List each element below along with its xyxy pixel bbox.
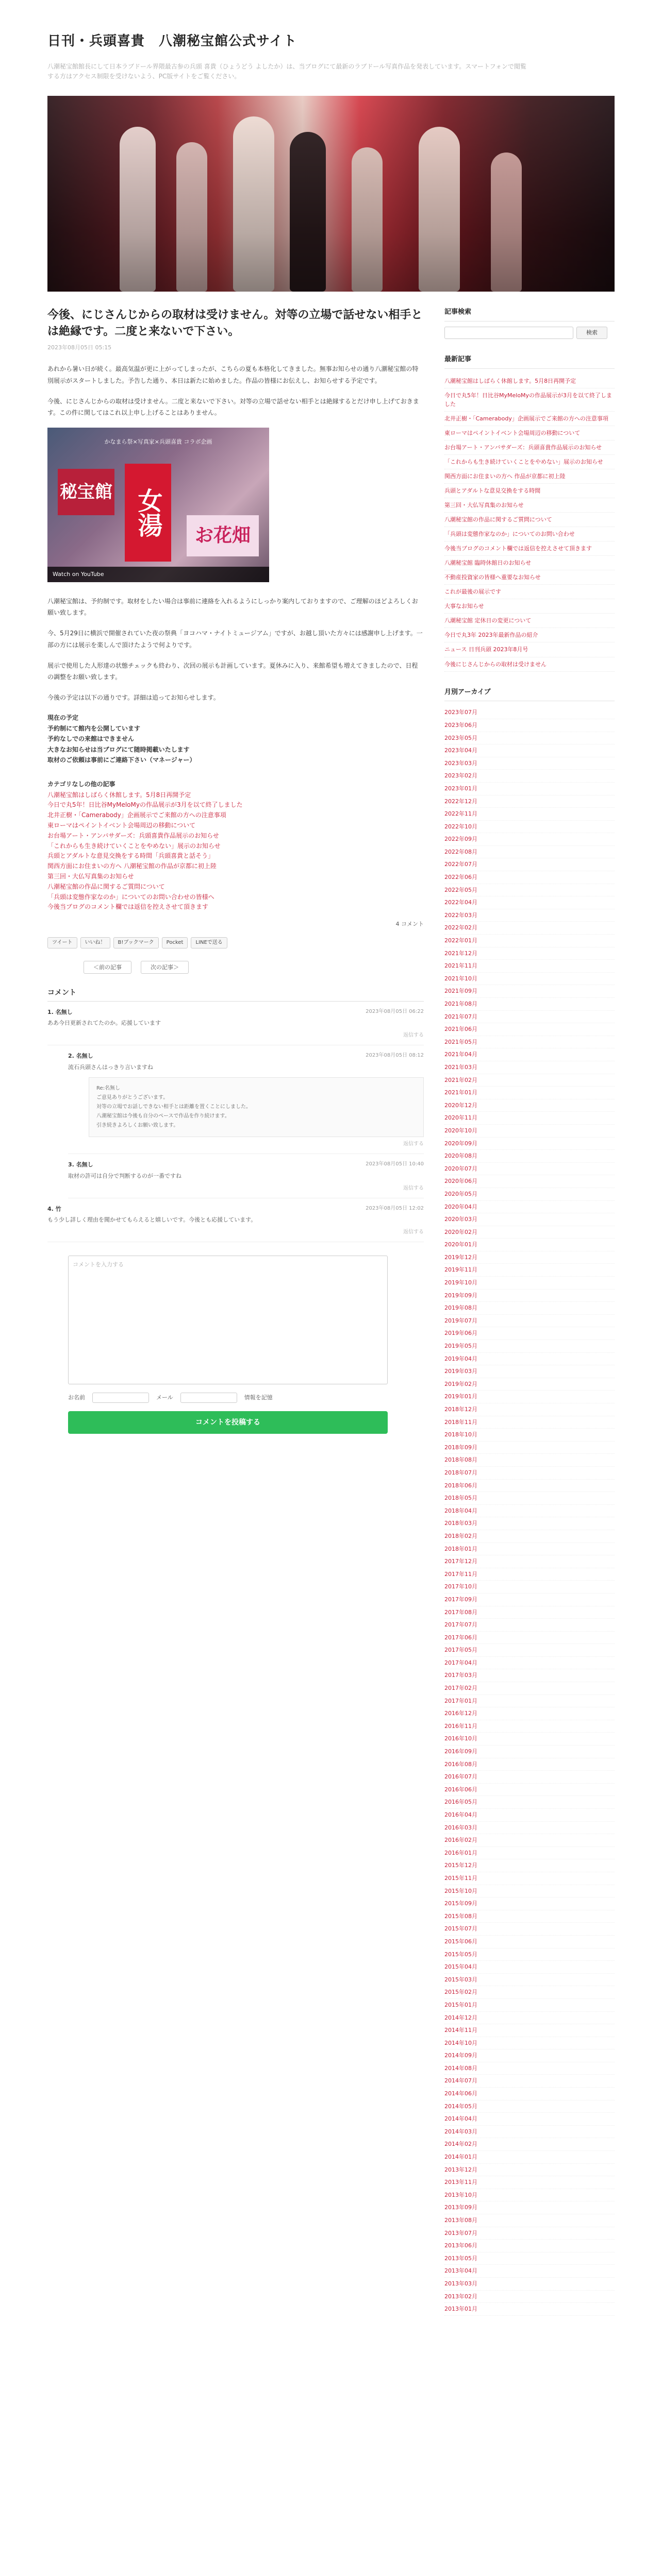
related-link[interactable]: 関西方面にお住まいの方へ 八潮秘宝館の作品が京都に初上陸	[47, 862, 217, 870]
archive-link[interactable]: 2015年08月	[444, 1910, 615, 1923]
next-post-button[interactable]: 次の記事＞	[141, 961, 189, 974]
archive-link[interactable]: 2014年06月	[444, 2088, 615, 2100]
archive-link[interactable]: 2013年03月	[444, 2278, 615, 2291]
comment-date: 2023年08月05日 06:22	[366, 1008, 424, 1014]
archive-link[interactable]: 2019年03月	[444, 1365, 615, 1378]
remember-checkbox[interactable]: 情報を記憶	[244, 1394, 273, 1401]
comment-date: 2023年08月05日 10:40	[366, 1161, 424, 1167]
archive-link[interactable]: 2017年07月	[444, 1619, 615, 1632]
comment-author: 2. 名無し	[68, 1052, 93, 1059]
archive-link[interactable]: 2023年07月	[444, 706, 615, 719]
comment-text: もう少し詳しく理由を聞かせてもらえると嬉しいです。今後とも応援しています。	[47, 1216, 257, 1224]
archive-link[interactable]: 2015年07月	[444, 1923, 615, 1936]
archive-link[interactable]: 2019年10月	[444, 1277, 615, 1290]
archive-link[interactable]: 2022年06月	[444, 871, 615, 884]
archive-link[interactable]: 2022年10月	[444, 821, 615, 834]
main-content	[47, 307, 424, 2331]
submit-comment-button[interactable]: コメントを投稿する	[68, 1411, 388, 1434]
comment-author: 3. 名無し	[68, 1161, 93, 1168]
comment-text: 取材の許可は自分で判断するのが一番ですね	[68, 1172, 181, 1179]
archive-link[interactable]: 2022年03月	[444, 909, 615, 922]
schedule-list	[47, 713, 424, 765]
reply-button[interactable]: 返信する	[403, 1229, 424, 1235]
archive-link[interactable]: 2014年04月	[444, 2113, 615, 2126]
archive-link[interactable]: 2022年11月	[444, 808, 615, 821]
prev-post-button[interactable]: ＜前の記事	[84, 961, 131, 974]
archive-link[interactable]: 2019年05月	[444, 1340, 615, 1353]
name-input[interactable]	[92, 1393, 149, 1403]
site-header	[47, 0, 615, 89]
archive-link[interactable]: 2013年07月	[444, 2227, 615, 2240]
schedule-heading: 現在の予定	[47, 714, 79, 722]
schedule-item: 予約制にて館内を公開しています	[47, 724, 141, 732]
archive-link[interactable]: 2014年01月	[444, 2151, 615, 2164]
comment-item	[47, 1002, 424, 1045]
header-image[interactable]	[47, 96, 615, 292]
archive-link[interactable]: 2014年11月	[444, 2024, 615, 2037]
archive-link[interactable]: 2020年06月	[444, 1175, 615, 1188]
archive-link[interactable]: 2017年10月	[444, 1581, 615, 1594]
recent-heading: 最新記事	[444, 354, 615, 369]
search-heading: 記事検索	[444, 307, 615, 321]
archive-link[interactable]: 2021年07月	[444, 1011, 615, 1024]
comment-date: 2023年08月05日 12:02	[366, 1205, 424, 1211]
archive-link[interactable]: 2018年02月	[444, 1530, 615, 1543]
recent-post-link[interactable]: 北井正樹・「Camerabody」企画展示でご来館の方への注意事項	[444, 412, 615, 426]
recent-post-link[interactable]: 八潮秘宝館 定休日の変更について	[444, 614, 615, 628]
recent-post-link[interactable]: 今日で丸5年！日比谷MyMeloMyの作品展示が3月を以て終了しました	[444, 388, 615, 412]
bookmark-button[interactable]: B!ブックマーク	[113, 937, 159, 948]
archive-link[interactable]: 2019年06月	[444, 1327, 615, 1340]
archive-link[interactable]: 2016年03月	[444, 1822, 615, 1835]
youtube-watch-link[interactable]: Watch on YouTube	[47, 567, 269, 582]
archive-link[interactable]: 2023年06月	[444, 719, 615, 732]
recent-post-link[interactable]: 八潮秘宝館はしばらく休館します。5月8日再開予定	[444, 374, 615, 388]
archive-link[interactable]: 2020年07月	[444, 1163, 615, 1176]
archive-heading: 月別アーカイブ	[444, 687, 615, 702]
post-paragraph: 今、5月29日に横浜で開催されていた夜の祭典「ヨコハマ・ナイトミュージアム」ですが、お越し頂いた方々には感謝申し上げます。一部の方には展示を楽しんで頂けたようで何よりです。	[47, 630, 423, 649]
related-link[interactable]: 東ローマはペイントイベント会場周辺の移動について	[47, 821, 196, 829]
archive-link[interactable]: 2020年11月	[444, 1112, 615, 1125]
tweet-button[interactable]: ツイート	[47, 937, 77, 948]
pocket-button[interactable]: Pocket	[162, 937, 188, 948]
archive-link[interactable]: 2019年04月	[444, 1353, 615, 1366]
archive-link[interactable]: 2018年09月	[444, 1442, 615, 1454]
archive-link[interactable]: 2018年01月	[444, 1543, 615, 1556]
post-title[interactable]: 今後、にじさんじからの取材は受けません。対等の立場で話せない相手とは絶縁です。二度と来ないで下さい。	[47, 308, 423, 338]
comments-heading: コメント	[47, 987, 424, 1001]
archive-link[interactable]: 2018年06月	[444, 1480, 615, 1493]
archive-link[interactable]: 2022年01月	[444, 935, 615, 947]
archive-link[interactable]: 2020年10月	[444, 1125, 615, 1138]
reply-quote-line: ご意見ありがとうございます。	[96, 1095, 169, 1101]
archive-link[interactable]: 2022年08月	[444, 846, 615, 859]
search-input[interactable]	[444, 327, 573, 339]
archive-link[interactable]: 2020年08月	[444, 1150, 615, 1163]
archive-link[interactable]: 2016年05月	[444, 1796, 615, 1809]
archive-link[interactable]: 2016年08月	[444, 1758, 615, 1771]
archive-link[interactable]: 2021年01月	[444, 1087, 615, 1099]
archive-link[interactable]: 2020年03月	[444, 1213, 615, 1226]
archive-link[interactable]: 2017年06月	[444, 1632, 615, 1645]
archive-link[interactable]: 2016年12月	[444, 1707, 615, 1720]
video-banner-center: 女湯	[125, 464, 171, 562]
video-embed[interactable]	[47, 428, 269, 582]
archive-link[interactable]: 2016年10月	[444, 1733, 615, 1745]
archive-link[interactable]: 2018年10月	[444, 1429, 615, 1442]
schedule-item: 取材のご依頼は事前にご連絡下さい（マネージャー）	[47, 756, 196, 764]
archive-link[interactable]: 2023年02月	[444, 770, 615, 783]
comment-date: 2023年08月05日 08:12	[366, 1052, 424, 1058]
related-articles	[47, 778, 424, 912]
site-description: 八潮秘宝館館長にして日本ラブドール界隈最古参の兵頭 喜貴（ひょうどう よしたか）は、当ブログにて最新のラブドール写真作品を発表しています。スマートフォンで閲覧する方はアクセス制限を受けないよう、PC版サイトをご覧ください。	[47, 62, 526, 80]
archive-link[interactable]: 2013年11月	[444, 2176, 615, 2189]
reply-button[interactable]: 返信する	[403, 1185, 424, 1191]
search-widget	[444, 307, 615, 339]
related-link[interactable]: 八潮秘宝館の作品に関するご質問について	[47, 883, 165, 890]
comment-author: 4. 竹	[47, 1205, 61, 1212]
archive-link[interactable]: 2019年07月	[444, 1315, 615, 1328]
reply-quote	[89, 1077, 424, 1137]
archive-link[interactable]: 2018年08月	[444, 1454, 615, 1467]
archive-link[interactable]: 2022年04月	[444, 896, 615, 909]
schedule-item: 大きなお知らせは当ブログにて随時掲載いたします	[47, 745, 190, 753]
archive-link[interactable]: 2013年10月	[444, 2189, 615, 2202]
archive-link[interactable]: 2018年07月	[444, 1467, 615, 1480]
post-paragraph: あれから暑い日が続く。最高気温が更に上がってしまったが、こちらの夏も本格化してきました。無事お知らせの通り八潮秘宝館の特別展示がスタートしました。予告した通り、本日は新たに始めました。作品の皆様にお伝えし、お知らせする予定です。	[47, 365, 419, 384]
mail-input[interactable]	[180, 1393, 237, 1403]
recent-post-link[interactable]: 東ローマはペイントイベント会場周辺の移動について	[444, 426, 615, 440]
recent-post-link[interactable]: 「これからも生き続けていくことをやめない」展示のお知らせ	[444, 455, 615, 469]
archive-link[interactable]: 2020年05月	[444, 1188, 615, 1201]
archive-link[interactable]: 2014年12月	[444, 2012, 615, 2025]
archive-link[interactable]: 2021年06月	[444, 1023, 615, 1036]
archive-link[interactable]: 2015年10月	[444, 1885, 615, 1898]
archive-link[interactable]: 2021年10月	[444, 973, 615, 986]
related-link[interactable]: 第三回・大仏写真集のお知らせ	[47, 872, 134, 880]
archive-link[interactable]: 2017年05月	[444, 1644, 615, 1657]
reply-quote-line: 八潮秘宝館は今後も自分のペースで作品を作り続けます。	[96, 1113, 230, 1120]
related-link[interactable]: 今後当ブログのコメント欄では返信を控えさせて頂きます	[47, 903, 209, 911]
recent-post-link[interactable]: これが最後の展示です	[444, 585, 615, 599]
post-paragraph: 今後、にじさんじからの取材は受けません。二度と来ないで下さい。対等の立場で話せない相手とは絶縁するとだけ申し上げておきます。この件に関してはこれ以上申し上げることはありません。	[47, 397, 419, 416]
video-banner-left: 秘宝館	[58, 469, 114, 515]
reply-quote-line: 対等の立場でお話しできない相手とは距離を置くことにしました。	[96, 1104, 251, 1110]
archive-link[interactable]: 2023年03月	[444, 757, 615, 770]
archive-link[interactable]: 2019年02月	[444, 1378, 615, 1391]
archive-link[interactable]: 2022年12月	[444, 795, 615, 808]
archive-link[interactable]: 2022年05月	[444, 884, 615, 897]
schedule-item: 予約なしでの来館はできません	[47, 735, 135, 743]
recent-posts-widget	[444, 354, 615, 672]
archive-link[interactable]: 2018年04月	[444, 1505, 615, 1518]
comment-textarea[interactable]: コメントを入力する	[68, 1256, 388, 1384]
archive-link[interactable]: 2015年05月	[444, 1948, 615, 1961]
archive-link[interactable]: 2015年02月	[444, 1986, 615, 1999]
archive-link[interactable]: 2013年06月	[444, 2240, 615, 2252]
recent-post-link[interactable]: 関西方面にお住まいの方へ 作品が京都に初上陸	[444, 469, 615, 484]
comment-item	[68, 1045, 424, 1154]
archive-link[interactable]: 2015年04月	[444, 1961, 615, 1974]
related-heading: カテゴリなしの他の記事	[47, 781, 115, 788]
archive-link[interactable]: 2015年11月	[444, 1872, 615, 1885]
archive-link[interactable]: 2017年12月	[444, 1555, 615, 1568]
recent-post-link[interactable]: 兵頭とアダルトな意見交換をする時間	[444, 484, 615, 498]
comment-author: 1. 名無し	[47, 1008, 73, 1015]
archive-link[interactable]: 2023年04月	[444, 744, 615, 757]
comment-item	[47, 1198, 424, 1242]
related-link[interactable]: 今日で丸5年！日比谷MyMeloMyの作品展示が3月を以て終了しました	[47, 801, 243, 809]
archive-link[interactable]: 2022年09月	[444, 833, 615, 846]
video-banner-right: お花畑	[187, 515, 259, 556]
reply-button[interactable]: 返信する	[403, 1141, 424, 1147]
recent-post-link[interactable]: 今後にじさんじからの取材は受けません	[444, 657, 615, 672]
archive-link[interactable]: 2021年12月	[444, 947, 615, 960]
archive-link[interactable]: 2017年11月	[444, 1568, 615, 1581]
archive-link[interactable]: 2016年07月	[444, 1771, 615, 1784]
recent-post-link[interactable]: 八潮秘宝館の作品に関するご質問について	[444, 513, 615, 527]
archive-link[interactable]: 2020年02月	[444, 1226, 615, 1239]
recent-post-link[interactable]: 不動産投資家の皆様へ重要なお知らせ	[444, 570, 615, 585]
archive-link[interactable]: 2015年01月	[444, 1999, 615, 2012]
archive-link[interactable]: 2013年04月	[444, 2265, 615, 2278]
archive-link[interactable]: 2021年02月	[444, 1074, 615, 1087]
post-paragraph: 展示で使用した人形達の状態チェックも終わり、次回の展示も計画しています。夏休みに入り、来館希望も増えてきましたので、日程の調整をお願い致します。	[47, 662, 418, 681]
search-button[interactable]: 検索	[576, 327, 607, 339]
recent-post-link[interactable]: 第三回・大仏写真集のお知らせ	[444, 498, 615, 513]
related-link[interactable]: 八潮秘宝館はしばらく休館します。5月8日再開予定	[47, 791, 191, 799]
archive-link[interactable]: 2021年11月	[444, 960, 615, 973]
archive-link[interactable]: 2014年03月	[444, 2126, 615, 2139]
site-title[interactable]: 日刊・兵頭喜貴 八潮秘宝館公式サイト	[47, 33, 297, 49]
archive-link[interactable]: 2014年08月	[444, 2062, 615, 2075]
archive-link[interactable]: 2020年12月	[444, 1099, 615, 1112]
archive-link[interactable]: 2020年04月	[444, 1201, 615, 1214]
video-caption: かなまら祭×写真家×兵頭喜貴 コラボ企画	[104, 438, 212, 446]
post-paragraph: 今後の予定は以下の通りです。詳細は追ってお知らせします。	[47, 694, 220, 702]
hero-overlay	[47, 96, 615, 292]
archive-link[interactable]: 2014年02月	[444, 2138, 615, 2151]
like-button[interactable]: いいね！	[80, 937, 110, 948]
post-paragraph: 八潮秘宝館は、予約制です。取材をしたい場合は事前に連絡を入れるようにしっかり案内しておりますので、ご理解のほどよろしくお願い致します。	[47, 598, 418, 617]
archive-link[interactable]: 2017年02月	[444, 1682, 615, 1695]
archive-link[interactable]: 2013年08月	[444, 2214, 615, 2227]
archive-link[interactable]: 2019年12月	[444, 1251, 615, 1264]
archive-link[interactable]: 2016年01月	[444, 1847, 615, 1860]
archive-link[interactable]: 2021年08月	[444, 998, 615, 1011]
archive-link[interactable]: 2018年05月	[444, 1492, 615, 1505]
share-buttons	[47, 937, 424, 948]
comment-count[interactable]: 4 コメント	[395, 921, 424, 928]
related-link[interactable]: お台場アート・アンバサダーズ：兵頭喜貴作品展示のお知らせ	[47, 832, 219, 839]
reply-quote-line: 引き続きよろしくお願い致します。	[96, 1123, 179, 1129]
archive-link[interactable]: 2015年09月	[444, 1897, 615, 1910]
post-date: 2023年08月05日 05:15	[47, 344, 112, 351]
comment-text: ああ今日更新されてたのか。応援しています	[47, 1020, 161, 1027]
archive-link[interactable]: 2017年08月	[444, 1606, 615, 1619]
archive-link[interactable]: 2019年09月	[444, 1290, 615, 1302]
related-link[interactable]: 北井正樹・「Camerabody」企画展示でご来館の方への注意事項	[47, 811, 226, 819]
recent-post-link[interactable]: ニュース 日刊兵頭 2023年8月号	[444, 642, 615, 657]
reply-quote-line: Re:名無し	[96, 1086, 121, 1092]
recent-post-link[interactable]: 「兵頭は変態作家なのか」についてのお問い合わせ	[444, 527, 615, 541]
name-label: お名前	[68, 1394, 85, 1401]
archive-link[interactable]: 2014年05月	[444, 2100, 615, 2113]
archive-link[interactable]: 2020年01月	[444, 1239, 615, 1251]
archive-link[interactable]: 2017年09月	[444, 1594, 615, 1606]
archive-link[interactable]: 2013年02月	[444, 2291, 615, 2303]
archive-link[interactable]: 2018年12月	[444, 1403, 615, 1416]
related-link[interactable]: 「兵頭は変態作家なのか」についてのお問い合わせの皆様へ	[47, 893, 214, 901]
reply-button[interactable]: 返信する	[403, 1032, 424, 1038]
archive-link[interactable]: 2015年06月	[444, 1936, 615, 1948]
archive-link[interactable]: 2015年12月	[444, 1859, 615, 1872]
post-pager	[84, 961, 424, 974]
archive-link[interactable]: 2017年04月	[444, 1657, 615, 1670]
archive-link[interactable]: 2021年04月	[444, 1048, 615, 1061]
line-button[interactable]: LINEで送る	[191, 937, 227, 948]
archive-link[interactable]: 2019年01月	[444, 1391, 615, 1403]
archive-link[interactable]: 2018年11月	[444, 1416, 615, 1429]
archive-link[interactable]: 2019年11月	[444, 1264, 615, 1277]
archive-link[interactable]: 2016年11月	[444, 1720, 615, 1733]
recent-post-link[interactable]: お台場アート・アンバサダーズ：兵頭喜貴作品展示のお知らせ	[444, 440, 615, 455]
comment-text: 流石兵頭さんはっきり言いますね	[68, 1063, 153, 1071]
archive-link[interactable]: 2017年01月	[444, 1695, 615, 1708]
archive-link[interactable]: 2013年09月	[444, 2201, 615, 2214]
archive-link[interactable]: 2014年10月	[444, 2037, 615, 2050]
mail-label: メール	[156, 1394, 173, 1401]
comment-form	[47, 1256, 424, 1434]
archive-link[interactable]: 2016年09月	[444, 1745, 615, 1758]
archive-link[interactable]: 2014年07月	[444, 2075, 615, 2088]
comment-item	[68, 1154, 424, 1198]
post-body	[47, 363, 424, 912]
sidebar	[444, 307, 615, 2331]
related-link[interactable]: 兵頭とアダルトな意見交換をする時間「兵頭喜貴と話そう」	[47, 852, 214, 860]
recent-post-link[interactable]: 八潮秘宝館 臨時休館日のお知らせ	[444, 556, 615, 570]
recent-post-link[interactable]: 大事なお知らせ	[444, 599, 615, 614]
archive-link[interactable]: 2019年08月	[444, 1302, 615, 1315]
archive-list	[444, 706, 615, 2315]
archive-link[interactable]: 2021年09月	[444, 985, 615, 998]
archive-link[interactable]: 2016年02月	[444, 1834, 615, 1847]
archive-link[interactable]: 2016年06月	[444, 1784, 615, 1797]
archive-link[interactable]: 2023年01月	[444, 783, 615, 795]
archive-link[interactable]: 2022年07月	[444, 858, 615, 871]
archive-link[interactable]: 2018年03月	[444, 1517, 615, 1530]
archive-link[interactable]: 2021年05月	[444, 1036, 615, 1049]
archive-link[interactable]: 2023年05月	[444, 732, 615, 745]
archive-link[interactable]: 2021年03月	[444, 1061, 615, 1074]
archive-link[interactable]: 2014年09月	[444, 2049, 615, 2062]
archive-link[interactable]: 2016年04月	[444, 1809, 615, 1822]
recent-post-link[interactable]: 今後当ブログのコメント欄では返信を控えさせて頂きます	[444, 541, 615, 556]
archive-link[interactable]: 2013年01月	[444, 2303, 615, 2316]
archive-link[interactable]: 2015年03月	[444, 1974, 615, 1987]
archive-link[interactable]: 2013年12月	[444, 2164, 615, 2177]
archive-link[interactable]: 2022年02月	[444, 922, 615, 935]
related-link[interactable]: 「これからも生き続けていくことをやめない」展示のお知らせ	[47, 842, 221, 850]
recent-post-link[interactable]: 今日で丸3年 2023年最新作品の紹介	[444, 628, 615, 642]
archive-link[interactable]: 2020年09月	[444, 1138, 615, 1150]
archive-link[interactable]: 2013年05月	[444, 2252, 615, 2265]
archive-link[interactable]: 2017年03月	[444, 1669, 615, 1682]
archive-widget	[444, 687, 615, 2316]
